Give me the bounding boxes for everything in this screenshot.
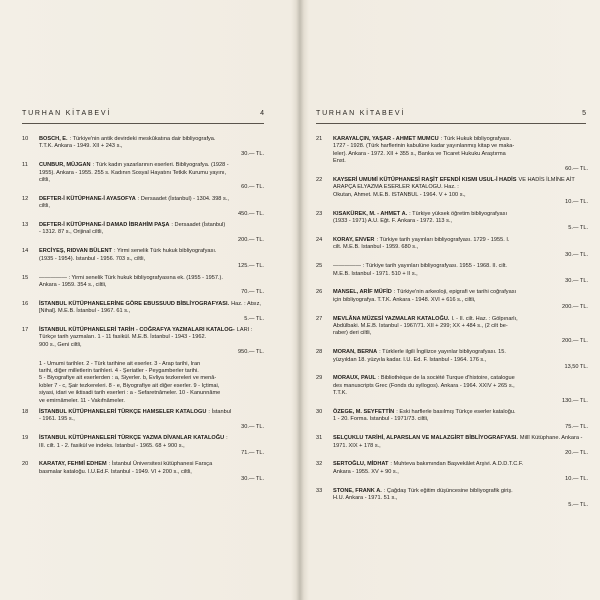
entry-text: Ankara - 1955. XV + 90 s., (333, 468, 399, 475)
catalog-entry (316, 435, 588, 457)
entry-heading: SERTOĞLU, MİDHAT (333, 461, 389, 468)
entry-text: 1 - 20. Forma. İstanbul - 1971/73. ciltli, (333, 416, 429, 423)
entry-text: 1955). Ankara - 1955. 255 s. Kadının Sosyal Hayatını Tetkik Kurumu yayını, (39, 169, 227, 176)
entry-number: 25 (316, 263, 323, 270)
entry-text: ciltli, (39, 177, 50, 184)
entry-price: 75.— TL. (565, 423, 588, 430)
entry-text: ————— : Türkiye tarih yayınları bibliyografyası. 1955 - 1968. II. cilt. (333, 263, 507, 270)
entry-price: 10.— TL. (565, 476, 588, 483)
entry-text: 1 - Umumi tarihler. 2 - Türk tarihine ait eserler. 3 - Arap tarihi, İran (39, 360, 201, 367)
entry-heading: KARATAY, FEHMİ EDHEM (39, 461, 107, 468)
entry-text: : Türkiye'nin arkeoloji, epigrafi ve tarihi coğrafyası (393, 289, 517, 296)
entry-text: yüzyıldan 18. yüzyıla kadar. İ.Ü. Ed. F. İstanbul - 1964. 176 s., (333, 356, 487, 363)
entry-text: raber) deri ciltli, (333, 330, 372, 337)
entry-text: ve emirnâmeler. 11 - Vakıfnâmeler. (39, 397, 125, 404)
entry-text: : Bibliothèque de la société Turque d'histoire, catalogue (377, 375, 515, 382)
entry-number: 29 (316, 375, 323, 382)
entry-price: 450.— TL. (237, 210, 264, 217)
entry-price: 5.— TL. (568, 225, 588, 232)
entry-text: : (226, 435, 228, 442)
entry-price: 13,50 TL. (564, 363, 588, 370)
entry-number: 24 (316, 236, 323, 243)
catalog-entry (316, 316, 588, 346)
entry-heading: MORAUX, PAUL (333, 375, 376, 382)
catalog-entry (316, 263, 588, 285)
page-number: 4 (260, 110, 264, 117)
entry-price: 30.— TL. (241, 476, 264, 483)
entry-number: 28 (316, 349, 323, 356)
entry-price: 30.— TL. (565, 251, 588, 258)
entry-price: 5.— TL. (568, 502, 588, 509)
entry-text: : Muhteva bakımından Başvekâlet Arşivi. A.D.D.T.C.F. (390, 461, 524, 468)
entry-number: 17 (22, 326, 29, 333)
entry-price: 30.— TL. (241, 423, 264, 430)
entry-text: : Türk Hukuk bibliyografyası. (440, 136, 512, 142)
entry-text: leler). Ankara - 1972. XII + 355 s., Banka ve Ticaret Hukuku Araştırma (333, 150, 506, 157)
catalog-entry (22, 136, 264, 158)
entry-number: 14 (22, 248, 29, 255)
entry-text: : Yirmi senelik Türk hukuk bibliyografyası. (113, 248, 217, 255)
entry-heading: ÖZEGE, M. SEYFETTİN (333, 409, 395, 415)
catalog-entry (316, 375, 588, 405)
entry-number: 31 (316, 435, 323, 442)
entry-text: des manuscripts Grec (Fonds du syllogos). Ankara - 1964. XXIV + 265 s., (333, 382, 515, 389)
entry-number: 22 (316, 177, 323, 184)
catalog-entry (22, 327, 264, 357)
entry-text: (1935 - 1954). İstanbul - 1956. 703 s., ciltli, (39, 255, 146, 262)
entry-text: : Türklerle ilgili İngilizce yayınlar bibliyografyası. 15. (379, 349, 506, 356)
entry-heading: BOSCH, E. (39, 136, 68, 142)
entry-text: LARI : Türkçe tarih yazmaları. 1 - 11 fasikül. M.E.B. İstanbul - 1943 - 1962. (39, 326, 253, 341)
catalog-entry (316, 237, 588, 259)
entry-price: 30.— TL. (565, 277, 588, 284)
entry-number: 10 (22, 136, 29, 142)
entry-text: (1933 - 1971) A.Ü. Eğt. F. Ankara - 1972. 113 s., (333, 218, 452, 225)
entry-heading: ERCİYEŞ, RIDVAN BÜLENT (39, 248, 112, 255)
entry-number: 13 (22, 222, 29, 229)
catalog-entry (22, 301, 264, 323)
entry-text: I. - II. cilt. Haz. : Gölpınarlı, (451, 315, 518, 322)
entry-text: kıbler 7 - c, Şair tezkereleri. 8 - e, Biyografiye ait diğer eserler. 9 - İçtimai, (39, 382, 220, 389)
entry-number: 11 (22, 162, 28, 169)
entry-heading: DEFTER-İ KÜTÜPHANE-İ DAMAD İBRAHİM PAŞA (39, 222, 170, 229)
entry-heading: CUNBUR, MÜJGAN (39, 162, 91, 169)
entry-text: : Türkiye'nin antik devirdeki meskûkatına dair bibliyografya. (69, 136, 216, 142)
entry-number: 15 (22, 274, 29, 281)
entry-text: : Dersaadet (İstanbul) - 1304. 398 s., (137, 195, 229, 202)
entry-price: 200.— TL. (561, 304, 588, 311)
entry-number: 27 (316, 315, 323, 322)
entry-text: basmalar kataloğu. İ.Ü.Ed.F. İstanbul - 1949. VI + 200 s., ciltli, (39, 468, 192, 475)
entry-price: 10.— TL. (565, 199, 588, 206)
entry-text: T.T.K. (333, 390, 347, 397)
entry-text: : Eski harflerle basılmış Türkçe eserler kataloğu. (396, 409, 516, 415)
catalog-entry (22, 222, 264, 244)
entry-number: 30 (316, 409, 323, 415)
entry-heading: MEVLÂNA MÜZESİ YAZMALAR KATALOĞU. (333, 315, 450, 322)
entry-heading: İSTANBUL KÜTÜPHANELERİNE GÖRE EBUSSUUD BİBLİYOGRAFYASI. (39, 300, 230, 307)
entry-heading: İSTANBUL KÜTÜPHANELERİ TÜRKÇE HAMSELER KATALOGU (39, 409, 207, 415)
entry-number: 16 (22, 300, 29, 307)
entry-text: Abdülbaki. M.E.B. İstanbul - 1967/71. XII + 299; XX + 484 s., (2 cilt be- (333, 322, 508, 329)
entry-text: : Çağdaş Türk eğitim düşüncesine bibliyografik giriş. (383, 487, 513, 494)
entry-text: T.T.K. Ankara - 1949. XII + 243 s., (39, 143, 123, 150)
entry-heading: KISAKÜREK, M. - AHMET A. (333, 210, 408, 217)
catalog-entry (22, 409, 264, 431)
catalog-entry (316, 289, 588, 311)
catalog-entry (22, 275, 264, 297)
entry-text: 1727 - 1928. (Türk harflerinin kabulüne kadar yayınlanmış kitap ve maka- (333, 143, 515, 150)
entry-heading: İSTANBUL KÜTÜPHANELERİ TARİH - COĞRAFYA YAZMALARI KATALOG- (39, 326, 235, 333)
entry-text: Okutan, Ahmet. M.E.B. İSTANBUL - 1964. V + 100 s., (333, 191, 466, 198)
entry-text: : Dersaadet (İstanbul) (171, 222, 226, 229)
entry-text: için bibliyografya. T.T.K. Ankara - 1948. XVI + 616 s., ciltli, (333, 296, 476, 303)
entry-text: ciltli, (39, 203, 50, 210)
entry-text: VE HADİS İLMİNE AİT ARAPÇA ELYAZMA ESERLER KATALOGU. Haz. : (333, 177, 575, 191)
catalog-entry (22, 361, 264, 405)
entry-number: 26 (316, 289, 323, 296)
entry-price: 200.— TL. (561, 337, 588, 344)
catalog-entry (316, 349, 588, 371)
right-page (304, 0, 600, 600)
running-head (316, 110, 586, 122)
entry-text: - 1312. 87 s., Orijinal ciltli, (39, 229, 104, 236)
header-rule (316, 123, 586, 124)
entry-price: 200.— TL. (237, 236, 264, 243)
catalog-entry (316, 211, 588, 233)
entry-price: 5.— TL. (244, 315, 264, 322)
entry-price: 950.— TL. (237, 349, 264, 356)
entry-number: 19 (22, 435, 29, 442)
catalog-entry (22, 461, 264, 483)
entry-heading: İSTANBUL KÜTÜPHANELERİ TÜRKÇE YAZMA DİVANLAR KATALOĞU (39, 435, 225, 442)
entry-number: 32 (316, 461, 323, 468)
entry-number: 12 (22, 195, 29, 202)
entry-heading: KAYSERİ UMUMİ KÜTÜPHANESİ RAŞİT EFENDİ KISMI USUL-İ HADİS (333, 177, 517, 184)
running-title: TURHAN KİTABEVİ (316, 110, 406, 117)
entry-text: : Türkiye yüksek öğretim bibliyografyası (409, 210, 507, 217)
entry-text: cilt. M.E.B. İstanbul - 1959. 680 s., (333, 244, 419, 251)
left-page (0, 0, 296, 600)
page-number: 5 (582, 110, 586, 117)
entry-text: 900 s., Geni ciltli, (39, 341, 82, 348)
entry-list (22, 136, 264, 488)
catalog-entry (316, 177, 588, 207)
entry-text: : Türk kadın yazarlarının eserleri. Bibliyografya. (1928 - (92, 162, 229, 169)
entry-text: H.Ü. Ankara - 1971. 51 s., (333, 495, 398, 502)
entry-price: 60.— TL. (565, 165, 588, 172)
entry-price: 20.— TL. (565, 450, 588, 457)
catalog-entry (316, 488, 588, 510)
catalog-entry (22, 196, 264, 218)
entry-price: 71.— TL. (241, 450, 264, 457)
entry-price: 30.— TL. (241, 150, 264, 157)
entry-text: M.E.B. İstanbul - 1971. 510 + II s., (333, 270, 418, 277)
entry-heading: SELÇUKLU TARİHİ, ALPARSLAN VE MALAZGİRT BİBLİYOGRAFYASI. (333, 435, 518, 442)
entry-text: : Türkiye tarih yayınları bibliyografyası. 1729 - 1955. I. (376, 236, 510, 243)
catalog-entry (22, 435, 264, 457)
running-head (22, 110, 264, 122)
entry-price: 60.— TL. (241, 184, 264, 191)
entry-text: - 1961. 195 s., (39, 416, 75, 423)
catalog-entry (316, 461, 588, 483)
catalog-entry (22, 162, 264, 192)
header-rule (22, 123, 264, 124)
entry-number: 33 (316, 487, 323, 494)
entry-text: : İstanbul (208, 409, 232, 415)
entry-heading: MANSEL, ARİF MÜFİD (333, 289, 392, 296)
entry-text: ————— : Yirmi senelik Türk hukuk bibliyografyasına ek. (1955 - 1957.). (39, 274, 223, 281)
entry-text: Millî Kütüphane. Ankara - 1971. XIX + 178 s., (333, 435, 583, 449)
entry-number: 18 (22, 409, 29, 415)
entry-number: 21 (316, 136, 323, 142)
entry-text: 5 - Biyografiye ait eserlerden : a, Siyerler. b, Evliya tezkereleri ve menâ- (39, 375, 217, 382)
entry-price: 130.— TL. (561, 397, 588, 404)
entry-heading: KORAY, ENVER (333, 236, 375, 243)
entry-text: III. cilt. 1 - 2. fasikül ve indeks. İstanbul - 1965. 68 + 900 s., (39, 442, 185, 449)
entry-text: : İstanbul Üniversitesi kütüphanesi Farsça (108, 461, 213, 468)
entry-number: 20 (22, 461, 29, 468)
book-gutter (296, 0, 304, 600)
entry-number: 23 (316, 210, 323, 217)
entry-price: 70.— TL. (241, 289, 264, 296)
entry-text: tarihi, diğer milletlerin tarihleri. 4 - Şeriatler - Peygamberler tarihi. (39, 367, 199, 374)
entry-heading: DEFTER-İ KÜTÜPHANE-İ AYASOFYA (39, 195, 136, 202)
catalog-entry (316, 136, 588, 173)
entry-heading: STONE, FRANK A. (333, 487, 382, 494)
catalog-entry (316, 409, 588, 431)
entry-price: 125.— TL. (237, 263, 264, 270)
entry-text: Haz. : Atsız, [Nihal]. M.E.B. İstanbul - 1967. 61 s., (39, 300, 261, 315)
entry-heading: KARAYALÇIN, YAŞAR - AHMET MUMCU (333, 136, 439, 142)
entry-text: Enst. (333, 158, 346, 165)
running-title: TURHAN KİTABEVİ (22, 110, 112, 117)
entry-heading: MORAN, BERNA (333, 349, 378, 356)
entry-text: Ankara - 1959. 354 s., ciltli, (39, 281, 107, 288)
catalog-entry (22, 248, 264, 270)
entry-list (316, 136, 588, 514)
entry-text: siyasi, idari ve iktisadi tarih eserleri : a - Sefaretnâmeler. 10 - Kanunnâme (39, 390, 221, 397)
